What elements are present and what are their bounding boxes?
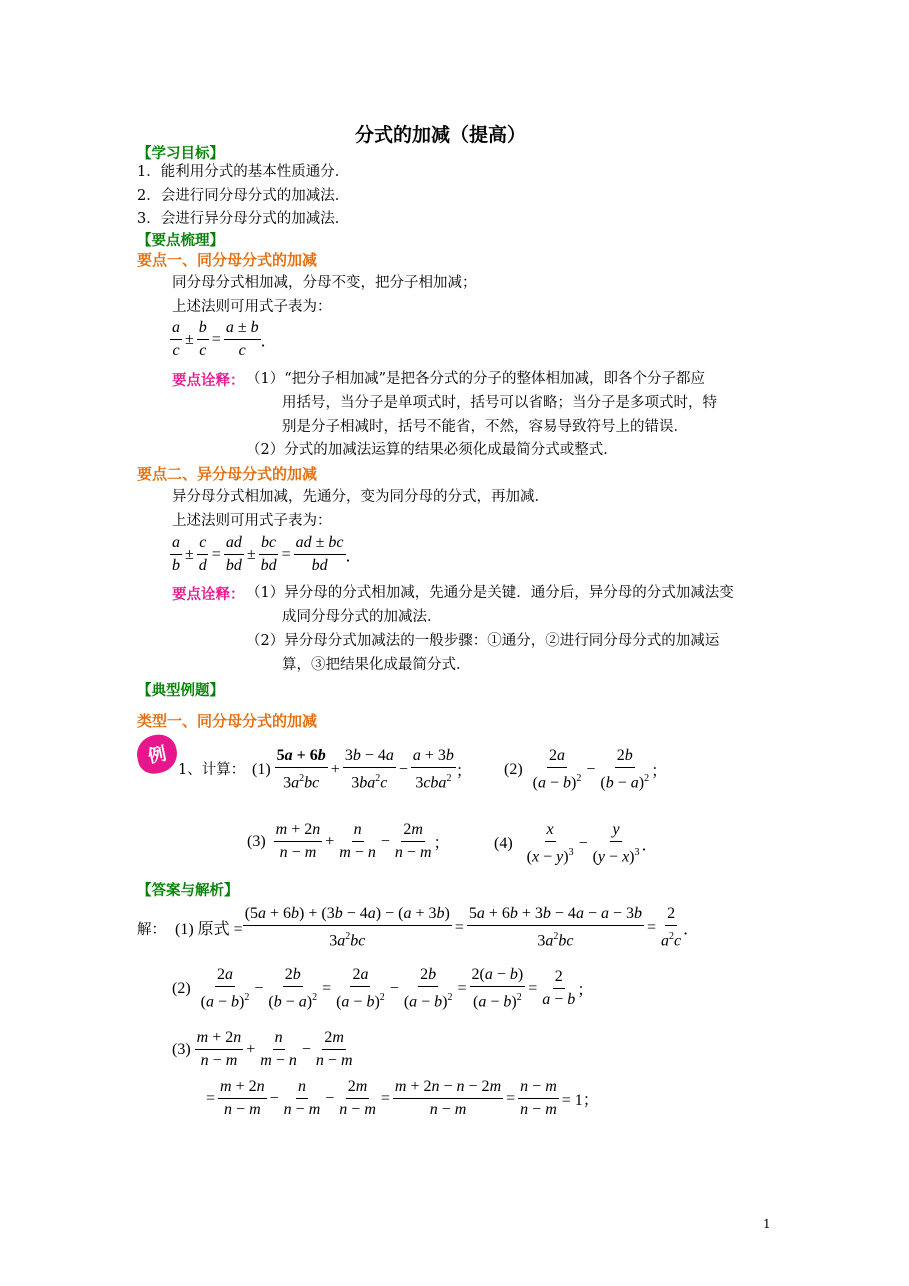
- problem-2: (2) $\frac{2a}{(a - b)^2}$ − $\frac{2b}{(b - a)^2}$ ；: [504, 747, 668, 792]
- problem-4: (4) $\frac{x}{(x - y)^3}$ − $\frac{y}{(y - x)^3}$ ．: [494, 821, 658, 866]
- point1-note1-b: 用括号，当分子是单项式时，括号可以省略；当分子是多项式时，特: [282, 395, 717, 411]
- type1-heading: 类型一、同分母分式的加减: [137, 712, 318, 730]
- example1-label: 1、计算：: [178, 762, 246, 778]
- point1-note-label: 要点诠释：: [172, 372, 245, 389]
- solution-3-line1: (3) $\frac{m + 2n}{n - m}$ + $\frac{n}{m - n}$ − $\frac{2m}{n - m}$: [172, 1029, 353, 1069]
- point2-line1: 异分母分式相加减，先通分，变为同分母的分式，再加减．: [172, 489, 549, 505]
- problem-3: (3) $\frac{m + 2n}{n - m}$ + $\frac{n}{m - n}$ − $\frac{2m}{n - m}$ ；: [247, 821, 450, 861]
- point2-note1-a: （1）异分母的分式相加减，先通分是关键．通分后，异分母的分式加减法变: [246, 585, 734, 601]
- examples-heading: 【典型例题】: [137, 682, 224, 699]
- solution-2: (2) $\frac{2a}{(a - b)^2}$ − $\frac{2b}{(b - a)^2}$ = $\frac{2a}{(a - b)^2}$ − $\frac{2b}{(a - b)^2}$ = $\frac{2(a - b)}{(a - b)^2}$ = $\frac{2}{a - b}$ ；: [172, 966, 594, 1011]
- answer-heading: 【答案与解析】: [137, 882, 239, 899]
- formula-different-denominator: $\frac{a}{b}$ ± $\frac{c}{d}$ = $\frac{ad}{bd}$ ± $\frac{bc}{bd}$ = $\frac{ad \pm bc}{bd}$ ．: [172, 534, 362, 574]
- point2-note2-b: 算，③把结果化成最简分式．: [282, 657, 471, 673]
- goal-1: 1．能利用分式的基本性质通分．: [137, 164, 350, 180]
- goals-heading: 【学习目标】: [137, 145, 224, 162]
- solution-label: 解：: [137, 922, 166, 938]
- point2-note-label: 要点诠释：: [172, 586, 245, 603]
- example-badge: 例: [133, 731, 180, 776]
- page-number: 1: [763, 1217, 771, 1231]
- solution-3-line2: = $\frac{m + 2n}{n - m}$ − $\frac{n}{n - m}$ − $\frac{2m}{n - m}$ = $\frac{m + 2n - n - 2m}{n - m}$ = $\frac{n - m}{n - m}$ = 1；: [206, 1078, 599, 1118]
- point1-note1-a: （1）“把分子相加减”是把各分式的分子的整体相加减，即各个分子都应: [246, 371, 706, 387]
- point2-heading: 要点二、异分母分式的加减: [137, 465, 318, 483]
- point1-line2: 上述法则可用式子表为：: [172, 299, 332, 315]
- point1-heading: 要点一、同分母分式的加减: [137, 251, 318, 269]
- goal-2: 2．会进行同分母分式的加减法．: [137, 188, 350, 204]
- point2-line2: 上述法则可用式子表为：: [172, 513, 332, 529]
- formula-same-denominator: $\frac{a}{c}$ ± $\frac{b}{c}$ = $\frac{a \pm b}{c}$ ．: [172, 319, 277, 359]
- point1-line1: 同分母分式相加减，分母不变，把分子相加减；: [172, 275, 477, 291]
- page-title: 分式的加减（提高）: [355, 124, 527, 146]
- point1-note2: （2）分式的加减法运算的结果必须化成最简分式或整式．: [246, 442, 618, 458]
- point2-note1-b: 成同分母分式的加减法．: [282, 609, 442, 625]
- points-heading: 【要点梳理】: [137, 232, 224, 249]
- goal-3: 3．会进行异分母分式的加减法．: [137, 211, 350, 227]
- solution-1: (1) 原式 = $\frac{(5a + 6b) + (3b - 4a) - (a + 3b)}{3a^2bc}$ = $\frac{5a + 6b + 3b - 4a - a - 3b}{3a^2bc}$ = $\frac{2}{a^2c}$ ．: [175, 905, 700, 950]
- point2-note2-a: （2）异分母分式加减法的一般步骤：①通分，②进行同分母分式的加减运: [246, 633, 720, 649]
- problem-1: (1) $\frac{5a + 6b}{3a^2bc}$ + $\frac{3b - 4a}{3ba^2c}$ − $\frac{a + 3b}{3cba^2}$ ；: [252, 747, 472, 792]
- point1-note1-c: 别是分子相减时，括号不能省，不然，容易导致符号上的错误．: [282, 419, 688, 435]
